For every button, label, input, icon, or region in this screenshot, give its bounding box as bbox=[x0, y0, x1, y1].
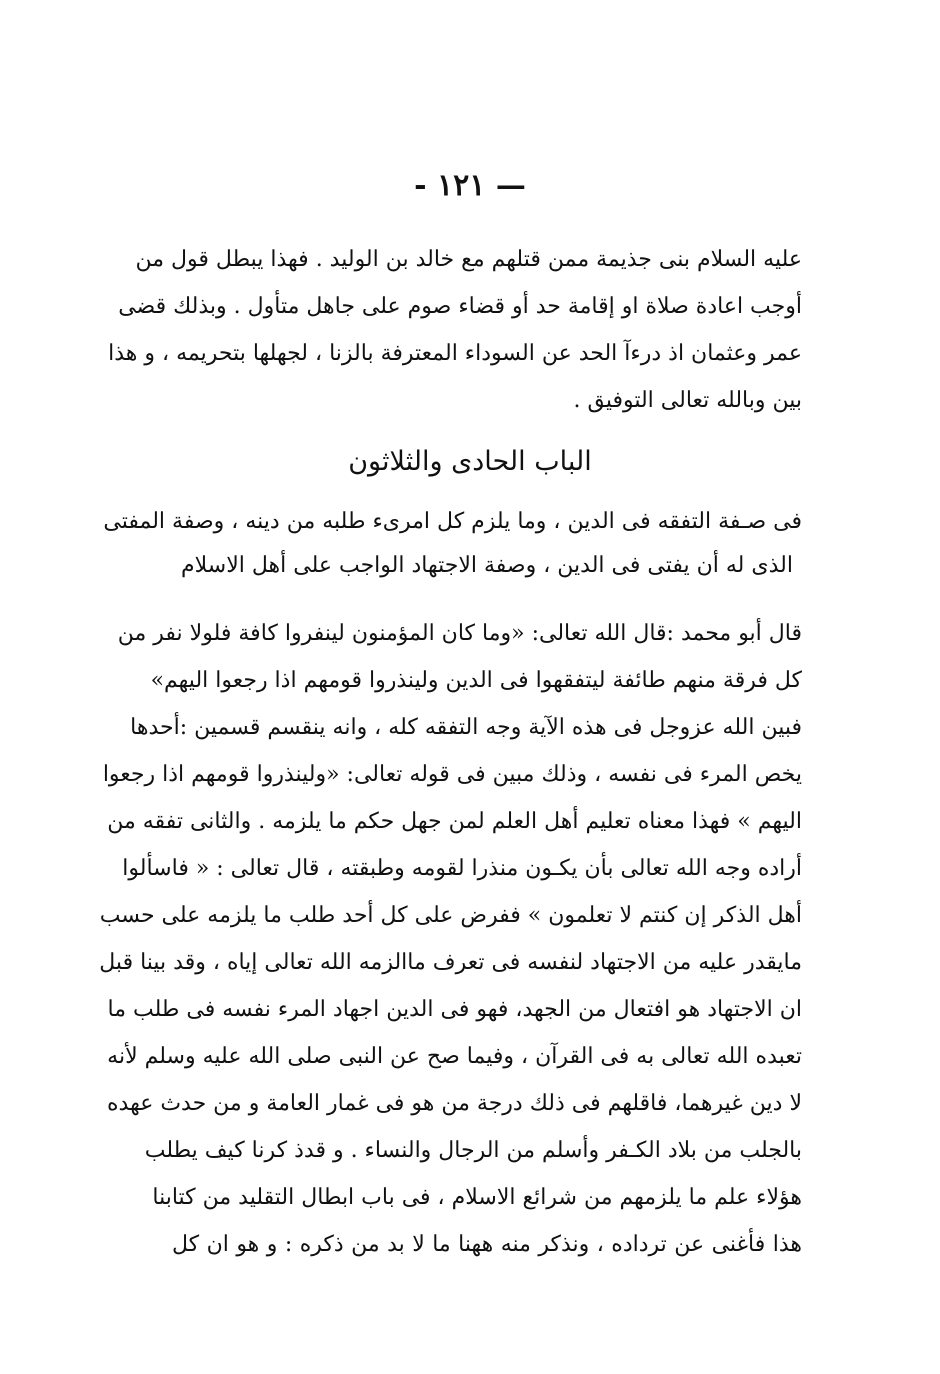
subtitle-line: الذى له أن يفتى فى الدين ، وصفة الاجتهاد الواجب على أهل الاسلام bbox=[181, 553, 793, 578]
text-line: تعبده الله تعالى به فى القرآن ، وفيما صح عن النبى صلى الله عليه وسلم لأنه bbox=[107, 1044, 802, 1069]
text-line: أوجب اعادة صلاة او إقامة حد أو قضاء صوم على جاهل متأول . وبذلك قضى bbox=[118, 294, 802, 319]
text-line: قال أبو محمد :قال الله تعالى: «وما كان المؤمنون لينفروا كافة فلولا نفر من bbox=[117, 621, 802, 646]
text-line: أراده وجه الله تعالى بأن يكـون منذرا لقومه وطبقته ، قال تعالى : « فاسألوا bbox=[122, 856, 802, 881]
page-number: — ١٢١ - bbox=[414, 168, 526, 203]
text-line: كل فرقة منهم طائفة ليتفقهوا فى الدين ولينذروا قومهم اذا رجعوا اليهم» bbox=[150, 668, 802, 693]
text-line: مايقدر عليه من الاجتهاد لنفسه فى تعرف ماالزمه الله تعالى إياه ، وقد بينا قبل bbox=[99, 950, 802, 975]
text-line: عمر وعثمان اذ درءآ الحد عن السوداء المعترفة بالزنا ، لجهلها بتحريمه ، و هذا bbox=[108, 341, 802, 366]
text-line: هؤلاء علم ما يلزمهم من شرائع الاسلام ، فى باب ابطال التقليد من كتابنا bbox=[152, 1185, 802, 1210]
text-line: عليه السلام بنى جذيمة ممن قتلهم مع خالد بن الوليد . فهذا يبطل قول من bbox=[135, 247, 802, 272]
subtitle-line: فى صـفة التفقه فى الدين ، وما يلزم كل امرىء طلبه من دينه ، وصفة المفتى bbox=[103, 509, 802, 534]
text-line: بالجلب من بلاد الكـفر وأسلم من الرجال والنساء . و قدذ كرنا كيف يطلب bbox=[144, 1138, 802, 1163]
text-line: ان الاجتهاد هو افتعال من الجهد، فهو فى الدين اجهاد المرء نفسه فى طلب ما bbox=[107, 997, 802, 1022]
text-line: اليهم » فهذا معناه تعليم أهل العلم لمن جهل حكم ما يلزمه . والثانى تفقه من bbox=[107, 809, 802, 834]
chapter-title: الباب الحادى والثلاثون bbox=[348, 446, 592, 477]
text-line: هذا فأغنى عن ترداده ، ونذكر منه ههنا ما لا بد من ذكره : و هو ان كل bbox=[172, 1232, 802, 1257]
chapter-subtitle bbox=[103, 500, 802, 588]
text-line: بين وبالله تعالى التوفيق . bbox=[573, 388, 802, 413]
top-paragraph bbox=[108, 236, 802, 424]
text-line: يخص المرء فى نفسه ، وذلك مبين فى قوله تعالى: «ولينذروا قومهم اذا رجعوا bbox=[102, 762, 802, 787]
text-line: فبين الله عزوجل فى هذه الآية وجه التفقه كله ، وانه ينقسم قسمين :أحدها bbox=[130, 715, 802, 740]
text-line: لا دين غيرهما، فاقلهم فى ذلك درجة من هو فى غمار العامة و من حدث عهده bbox=[107, 1091, 802, 1116]
main-paragraph bbox=[99, 610, 802, 1268]
text-line: أهل الذكر إن كنتم لا تعلمون » ففرض على كل أحد طلب ما يلزمه على حسب bbox=[99, 903, 802, 928]
